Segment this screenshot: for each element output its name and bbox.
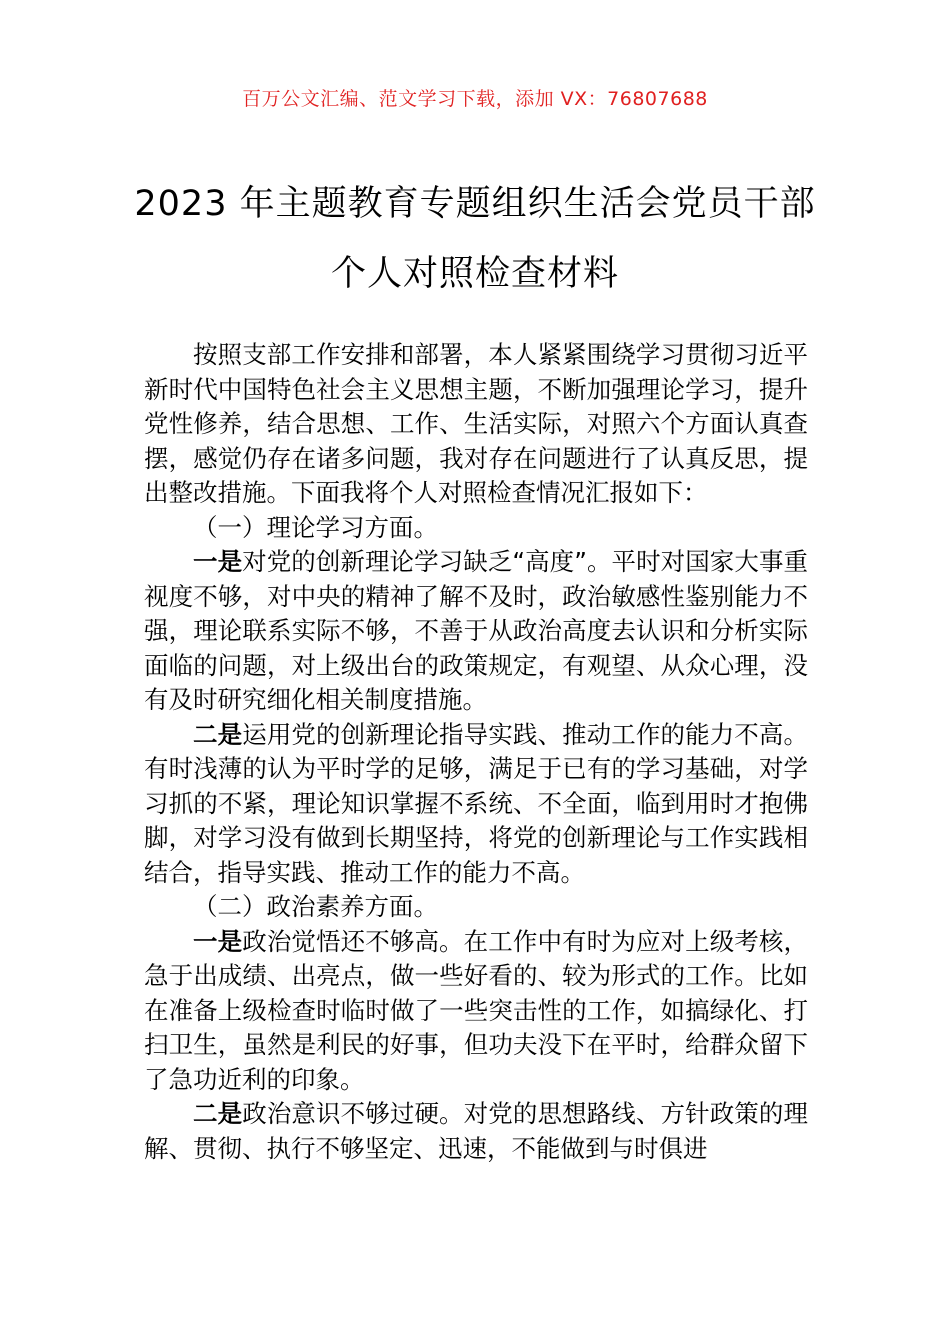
header-note: 百万公文汇编、范文学习下载，添加 VX：76807688 — [242, 88, 708, 110]
paragraph-text: 政治觉悟还不够高。在工作中有时为应对上级考核，急于出成绩、出亮点，做一些好看的、较为形式的工作。比如在准备上级检查时临时做了一些突击性的工作，如搞绿化、打扫卫生，虽然是利民的好事，但功夫没下在平时，给群众留下了急功近利的印象。 — [144, 926, 809, 1094]
document-body — [144, 338, 808, 1166]
paragraph-lead: 二是 — [193, 1099, 243, 1128]
intro-paragraph: 按照支部工作安排和部署，本人紧紧围绕学习贯彻习近平新时代中国特色社会主义思想主题，不断加强理论学习，提升党性修养，结合思想、工作、生活实际，对照六个方面认真查摆，感觉仍存在诸多问题，我对存在问题进行了认真反思，提出整改措施。下面我将个人对照检查情况汇报如下： — [144, 340, 808, 507]
paragraph-politics-2 — [144, 1097, 808, 1166]
paragraph-text: 政治意识不够过硬。对党的思想路线、方针政策的理解、贯彻、执行不够坚定、迅速，不能做到与时俱进 — [144, 1099, 809, 1163]
paragraph-politics-1 — [144, 925, 808, 1098]
paragraph-theory-1 — [144, 545, 808, 718]
section-heading-politics: （二）政治素养方面。 — [193, 892, 438, 921]
document-title-line-2: 个人对照检查材料 — [330, 254, 619, 294]
section-heading-theory: （一）理论学习方面。 — [193, 512, 438, 542]
paragraph-theory-2 — [144, 718, 808, 891]
paragraph-lead: 一是 — [193, 926, 243, 956]
paragraph-text: 对党的创新理论学习缺乏“高度”。平时对国家大事重视度不够，对中央的精神了解不及时，政治敏感性鉴别能力不强，理论联系实际不够，不善于从政治高度去认识和分析实际面临的问题，对上级出台的政策规定，有观望、从众心理，没有及时研究细化相关制度措施。 — [144, 547, 809, 714]
paragraph-text: 运用党的创新理论指导实践、推动工作的能力不高。有时浅薄的认为平时学的足够，满足于已有的学习基础，对学习抓的不紧，理论知识掌握不系统、不全面，临到用时才抱佛脚，对学习没有做到长期坚持，将党的创新理论与工作实践相结合，指导实践、推动工作的能力不高。 — [144, 719, 809, 887]
paragraph-lead: 一是 — [193, 547, 243, 576]
document-title-line-1: 2023 年主题教育专题组织生活会党员干部 — [134, 184, 816, 224]
paragraph-lead: 二是 — [193, 719, 243, 749]
